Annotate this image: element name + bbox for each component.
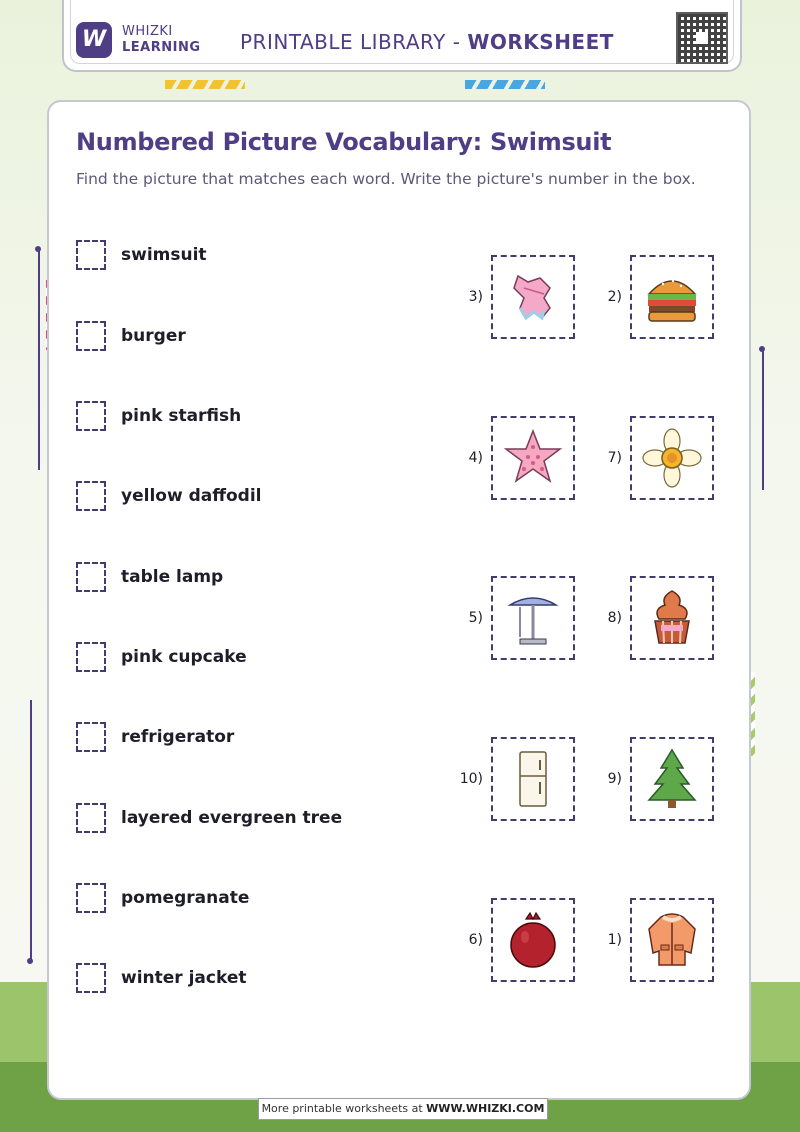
answer-box[interactable] xyxy=(76,562,106,592)
word-label: refrigerator xyxy=(121,727,235,747)
picture-cell xyxy=(607,255,714,339)
header-bar xyxy=(62,0,742,72)
qr-code-icon xyxy=(676,12,728,64)
header-title-bold: WORKSHEET xyxy=(467,30,614,54)
picture-frame xyxy=(491,255,575,339)
picture-frame xyxy=(630,416,714,500)
answer-box[interactable] xyxy=(76,883,106,913)
word-label: pomegranate xyxy=(121,888,250,908)
picture-frame xyxy=(630,255,714,339)
picture-number: 5) xyxy=(468,610,483,626)
cupcake-icon xyxy=(639,585,705,651)
picture-frame xyxy=(630,576,714,660)
picture-frame xyxy=(630,898,714,982)
answer-box[interactable] xyxy=(76,240,106,270)
qr-logo-icon xyxy=(696,32,708,44)
word-label: table lamp xyxy=(121,567,224,587)
picture-number: 2) xyxy=(607,289,622,305)
picture-frame xyxy=(630,737,714,821)
picture-number: 6) xyxy=(468,932,483,948)
logo-text-whizki: WHIZKI xyxy=(122,24,173,39)
side-line-decoration xyxy=(38,250,40,470)
answer-box[interactable] xyxy=(76,321,106,351)
picture-cell xyxy=(607,416,714,500)
picture-cell xyxy=(468,898,575,982)
picture-number: 4) xyxy=(468,450,483,466)
winter-jacket-icon xyxy=(639,907,705,973)
footer-banner xyxy=(258,1098,548,1120)
answer-box[interactable] xyxy=(76,401,106,431)
side-line-decoration xyxy=(762,350,764,490)
whizki-logo-icon: W xyxy=(76,22,112,58)
picture-cell xyxy=(468,416,575,500)
worksheet-instructions: Find the picture that matches each word. Write the picture's number in the box. xyxy=(76,170,696,188)
answer-box[interactable] xyxy=(76,642,106,672)
footer-text: More printable worksheets at xyxy=(261,1102,427,1115)
daffodil-icon xyxy=(639,425,705,491)
answer-box[interactable] xyxy=(76,481,106,511)
logo-text-learning: LEARNING xyxy=(122,40,201,55)
picture-cell xyxy=(468,576,575,660)
word-label: yellow daffodil xyxy=(121,486,262,506)
picture-cell xyxy=(607,898,714,982)
picture-number: 3) xyxy=(468,289,483,305)
picture-frame xyxy=(491,737,575,821)
footer-link[interactable]: WWW.WHIZKI.COM xyxy=(426,1102,545,1115)
blue-tick-decoration xyxy=(465,80,545,89)
answer-box[interactable] xyxy=(76,722,106,752)
answer-box[interactable] xyxy=(76,803,106,833)
yellow-tick-decoration xyxy=(165,80,245,89)
picture-cell xyxy=(459,737,575,821)
dot-decoration xyxy=(35,246,41,252)
evergreen-tree-icon xyxy=(639,746,705,812)
header-title-prefix: PRINTABLE LIBRARY - xyxy=(240,30,468,54)
side-line-decoration xyxy=(30,700,32,960)
picture-frame xyxy=(491,576,575,660)
picture-frame xyxy=(491,416,575,500)
pomegranate-icon xyxy=(500,907,566,973)
table-lamp-icon xyxy=(500,585,566,651)
refrigerator-icon xyxy=(500,746,566,812)
worksheet-title: Numbered Picture Vocabulary: Swimsuit xyxy=(76,128,612,156)
word-label: swimsuit xyxy=(121,245,207,265)
burger-icon xyxy=(639,264,705,330)
word-label: burger xyxy=(121,326,186,346)
word-label: layered evergreen tree xyxy=(121,808,343,828)
picture-frame xyxy=(491,898,575,982)
word-label: pink starfish xyxy=(121,406,242,426)
swimsuit-icon xyxy=(500,264,566,330)
picture-number: 9) xyxy=(607,771,622,787)
dot-decoration xyxy=(759,346,765,352)
word-label: winter jacket xyxy=(121,968,247,988)
picture-cell xyxy=(607,737,714,821)
picture-number: 1) xyxy=(607,932,622,948)
starfish-icon xyxy=(500,425,566,491)
picture-cell xyxy=(607,576,714,660)
word-label: pink cupcake xyxy=(121,647,247,667)
picture-number: 7) xyxy=(607,450,622,466)
picture-cell xyxy=(468,255,575,339)
header-title xyxy=(240,30,614,54)
picture-number: 10) xyxy=(459,771,483,787)
dot-decoration xyxy=(27,958,33,964)
answer-box[interactable] xyxy=(76,963,106,993)
picture-number: 8) xyxy=(607,610,622,626)
